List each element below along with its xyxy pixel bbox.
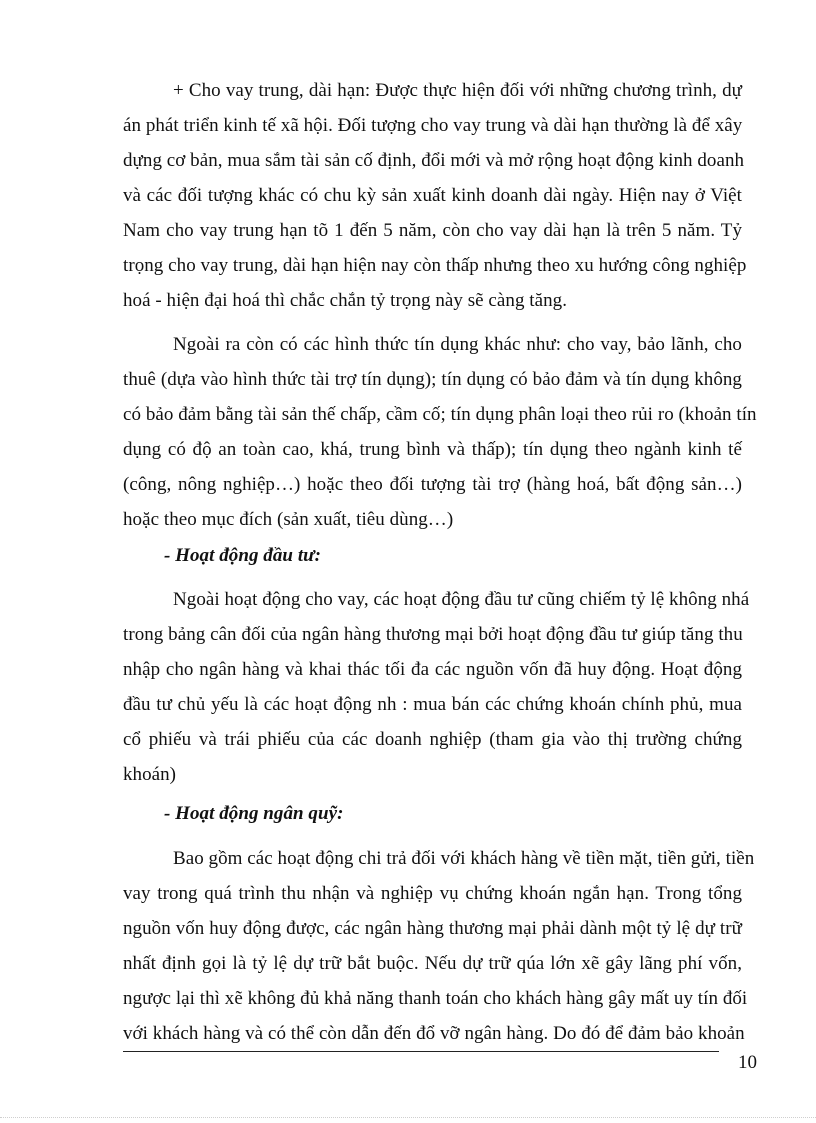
- paragraph-1-line-6: trọng cho vay trung, dài hạn hiện nay còn thấp nhưng theo xu hướng công nghiệp: [123, 255, 747, 276]
- paragraph-4-line-1: Bao gồm các hoạt động chi trả đối với khách hàng về tiền mặt, tiền gửi, tiền: [173, 848, 755, 869]
- paragraph-3-line-3: nhập cho ngân hàng và khai thác tối đa các nguồn vốn đã huy động. Hoạt động: [123, 659, 742, 680]
- paragraph-1-line-2: án phát triển kinh tế xã hội. Đối tượng cho vay trung và dài hạn thường là để xây: [123, 115, 743, 136]
- paragraph-4-line-2: vay trong quá trình thu nhận và nghiệp vụ chứng khoán ngắn hạn. Trong tổng: [123, 883, 742, 904]
- section-heading-dau-tu: - Hoạt động đầu tư:: [164, 545, 321, 566]
- paragraph-2-line-6: hoặc theo mục đích (sản xuất, tiêu dùng…): [123, 509, 454, 530]
- paragraph-1-line-5: Nam cho vay trung hạn tõ 1 đến 5 năm, còn cho vay dài hạn là trên 5 năm. Tỷ: [123, 220, 742, 241]
- paragraph-1-line-3: dựng cơ bản, mua sắm tài sản cố định, đổi mới và mở rộng hoạt động kinh doanh: [123, 150, 745, 171]
- paragraph-4-line-4: nhất định gọi là tỷ lệ dự trữ bắt buộc. Nếu dự trữ qúa lớn xẽ gây lãng phí vốn,: [123, 953, 742, 974]
- paragraph-1-line-1: + Cho vay trung, dài hạn: Được thực hiện đối với những chương trình, dự: [173, 80, 742, 101]
- paragraph-4-line-5: ngược lại thì xẽ không đủ khả năng thanh toán cho khách hàng gây mất uy tín đối: [123, 988, 748, 1009]
- paragraph-3-line-5: cổ phiếu và trái phiếu của các doanh nghiệp (tham gia vào thị trường chứng: [123, 729, 742, 750]
- paragraph-3-line-6: khoán): [123, 764, 177, 785]
- paragraph-2-line-1: Ngoài ra còn có các hình thức tín dụng khác như: cho vay, bảo lãnh, cho: [173, 334, 742, 355]
- paragraph-4-line-6: với khách hàng và có thể còn dẫn đến đổ vỡ ngân hàng. Do đó để đảm bảo khoản: [123, 1023, 745, 1044]
- paragraph-1-line-4: và các đối tượng khác có chu kỳ sản xuất kinh doanh dài ngày. Hiện nay ở Việt: [123, 185, 742, 206]
- paragraph-2-line-2: thuê (dựa vào hình thức tài trợ tín dụng); tín dụng có bảo đảm và tín dụng không: [123, 369, 742, 390]
- paragraph-1-line-7: hoá - hiện đại hoá thì chắc chắn tỷ trọng này sẽ càng tăng.: [123, 290, 568, 311]
- paragraph-4-line-3: nguồn vốn huy động được, các ngân hàng thương mại phải dành một tỷ lệ dự trữ: [123, 918, 742, 939]
- paragraph-3-line-4: đầu tư chủ yếu là các hoạt động nh : mua bán các chứng khoán chính phủ, mua: [123, 694, 742, 715]
- page-bottom-dotted-edge: [0, 1117, 816, 1118]
- paragraph-3-line-2: trong bảng cân đối của ngân hàng thương mại bởi hoạt động đầu tư giúp tăng thu: [123, 624, 743, 645]
- footer-divider: [123, 1051, 719, 1052]
- section-heading-ngan-quy: - Hoạt động ngân quỹ:: [164, 803, 344, 824]
- paragraph-2-line-5: (công, nông nghiệp…) hoặc theo đối tượng tài trợ (hàng hoá, bất động sản…): [123, 474, 742, 495]
- paragraph-2-line-3: có bảo đảm bằng tài sản thế chấp, cầm cố; tín dụng phân loại theo rủi ro (khoản tín: [123, 404, 757, 425]
- paragraph-2-line-4: dụng có độ an toàn cao, khá, trung bình và thấp); tín dụng theo ngành kinh tế: [123, 439, 742, 460]
- page-number: 10: [738, 1052, 757, 1073]
- paragraph-3-line-1: Ngoài hoạt động cho vay, các hoạt động đầu tư cũng chiếm tỷ lệ không nhá: [173, 589, 750, 610]
